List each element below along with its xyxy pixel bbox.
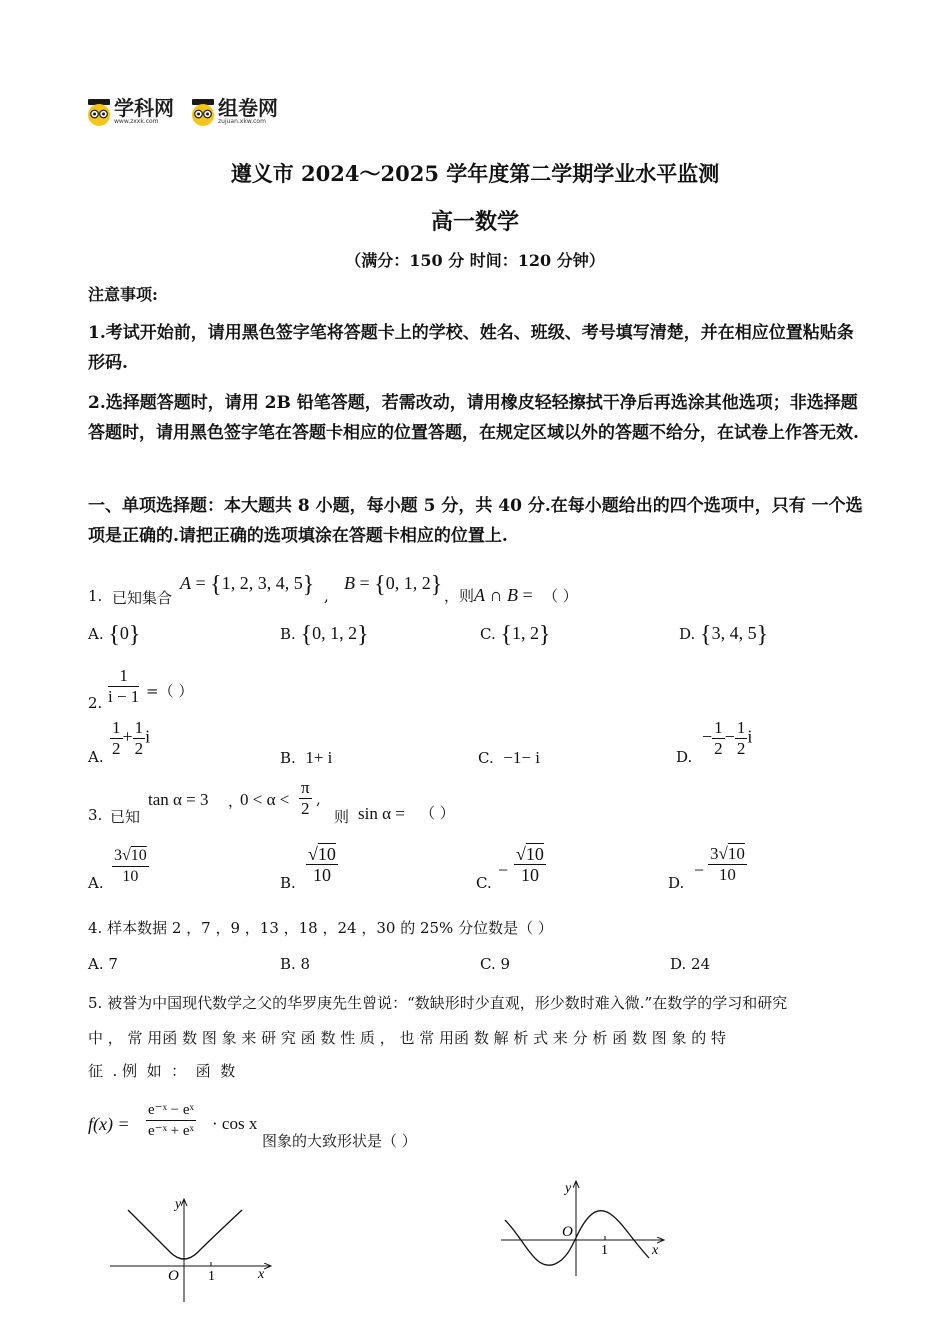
q1-option-c[interactable]: C. {1, 2} [480,622,551,648]
q1-option-b[interactable]: B. {0, 1, 2} [280,622,369,648]
question-2: 2. $\frac{1}{i - 1}$ =（ ） [88,666,194,712]
notes-heading: 注意事项: [88,285,158,304]
exam-title: 遵义市 2024～2025 学年度第二学期学业水平监测 [230,161,720,186]
function-formula: f(x) = $\frac{\text{e⁻ˣ − eˣ}}{\text{e⁻ˣ + eˣ}}$ · cos x 图象的大致形状是（ ） [88,1102,417,1150]
notes-item-1: 1.考试开始前，请用黑色签字笔将答题卡上的学校、姓名、班级、考号填写清楚，并在相应位置粘贴条形码. [88,323,854,373]
notes-item-2: 2.选择题答题时，请用 2B 铅笔答题，若需改动，请用橡皮轻轻擦拭干净后再选涂其他选项；非选择题答题时，请用黑色签字笔在答题卡相应的位置答题，在规定区域以外的答题不给分，在试卷上作答无效. [88,393,859,443]
graph-option-b[interactable] [495,1176,680,1276]
zujuan-logo [190,94,278,128]
xkw-logo-url: www.zxxk.com [114,117,159,125]
x-label: x [652,1243,659,1258]
q4-option-d[interactable]: D. 24 [670,955,711,973]
xkw-logo-name: 学科网 [114,95,174,120]
q4-option-b[interactable]: B. 8 [280,955,311,973]
xkw-logo [86,94,174,128]
y-label: y [565,1181,572,1196]
q1-option-d[interactable]: D. {3, 4, 5} [679,622,769,648]
subject-title: 高一数学 [430,209,519,235]
question-5-line-2: 中 ， 常 用函 数 图 象 来 研 究 函 数 性 质 ， 也 常 用函 数 解 析 式 来 分 析 函 数 图 象 的 特 [88,1029,727,1047]
origin-label: O [168,1268,179,1284]
zujuan-logo-name: 组卷网 [218,95,278,120]
q4-option-c[interactable]: C. 9 [480,955,511,973]
q1-option-a[interactable]: A. {0} [88,622,141,648]
tick-1-label: 1 [208,1269,215,1284]
curve [505,1211,649,1266]
curve [128,1210,242,1259]
origin-label: O [562,1224,573,1240]
question-3: 3. 已知 tan α = 3 ， 0 < α < $\frac{\pi}{2}$ , 则 sin α = （ ） [88,778,455,826]
q2-option-b[interactable]: B. 1+ i [280,748,333,767]
question-5-line-3: 征 . 例 如 ： 函 数 [88,1062,236,1080]
set-b: B = {0, 1, 2} [344,572,443,598]
section-intro: 一、单项选择题：本大题共 8 小题，每小题 5 分，共 40 分.在每小题给出的四个选项中，只有 一个选项是正确的.请把正确的选项填涂在答题卡相应的位置上. [88,496,863,546]
owl-icon [190,96,216,126]
owl-icon [86,96,112,126]
graph-option-a[interactable] [100,1190,290,1306]
q2-option-c[interactable]: C. −1− i [478,748,540,767]
question-4: 4. 样本数据 2 ，7 ，9 ，13 ，18 ，24 ，30 的 25% 分位数是（ ） [88,919,553,937]
x-label: x [258,1267,265,1282]
zujuan-logo-url: zujuan.xkw.com [218,117,266,125]
q4-option-a[interactable]: A. 7 [88,955,118,973]
y-label: y [175,1197,182,1212]
question-5-line-1: 5. 被誉为中国现代数学之父的华罗庚先生曾说：“数缺形时少直观，形少数时难入微.”在数学的学习和研究 [88,994,788,1012]
exam-info: （满分：150 分 时间：120 分钟） [345,251,605,270]
question-1: 1. 已知集合 A = {1, 2, 3, 4, 5} , B = {0, 1, 2} ，则A ∩ B = （ ） [88,572,578,607]
tick-1-label: 1 [601,1243,608,1258]
set-a: A = {1, 2, 3, 4, 5} [180,572,315,598]
